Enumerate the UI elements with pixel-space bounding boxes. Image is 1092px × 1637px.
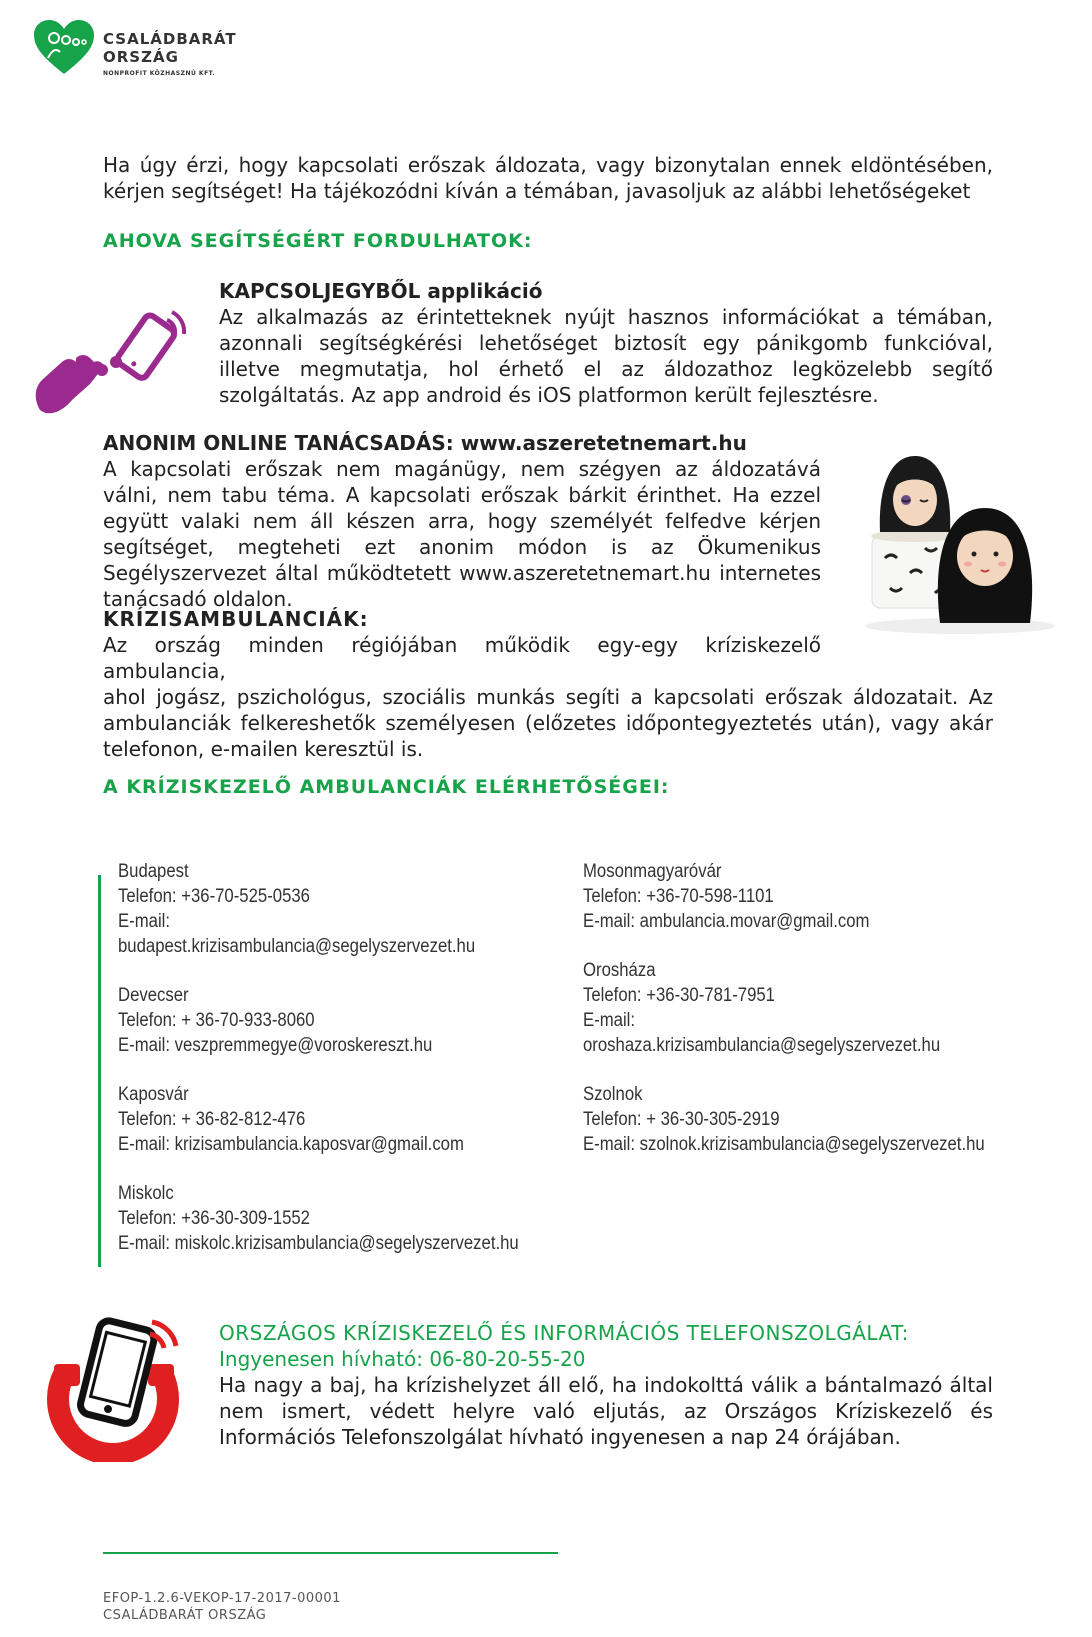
contact-email[interactable]: oroshaza.krizisambulancia@segelyszervezet.hu [583,1035,941,1056]
section-heading-contacts: A KRÍZISKEZELŐ AMBULANCIÁK ELÉRHETŐSÉGEI: [103,776,670,798]
contact-city: Kaposvár [118,1084,189,1105]
contact-city: Devecser [118,985,189,1006]
anon-title: ANONIM ONLINE TANÁCSADÁS: www.aszeretetnemart.hu [103,431,747,455]
contact-email[interactable]: E-mail: krizisambulancia.kaposvar@gmail.com [118,1134,464,1155]
contact-email[interactable]: E-mail: miskolc.krizisambulancia@segelyszervezet.hu [118,1233,519,1254]
contact-szolnok [583,1082,985,1157]
contact-city: Miskolc [118,1183,174,1204]
intro-paragraph: Ha úgy érzi, hogy kapcsolati erőszak áldozata, vagy bizonytalan ennek eldöntésében, kérjen segítséget! Ha tájékozódni kíván a témában, javasoljuk az alábbi lehetőségeket [103,153,993,203]
app-illustration [32,300,192,418]
contact-email[interactable]: E-mail: ambulancia.movar@gmail.com [583,911,870,932]
phone-ringing-icon [44,1312,184,1462]
app-title-bold: KAPCSOLJEGYBŐL [219,279,421,303]
app-section [219,278,993,408]
footer-code: EFOP-1.2.6-VEKOP-17-2017-00001 [103,1591,341,1606]
kriz-line1: Az ország minden régiójában működik egy-egy kríziskezelő ambulancia, [103,633,821,683]
contacts-right [583,859,985,1157]
logo-text [103,30,237,66]
contact-oroshaza [583,958,985,1058]
app-title [219,278,993,304]
hand-phone-icon [32,300,192,418]
contact-email-label: E-mail: [583,1010,636,1031]
hotline-description: Ha nagy a baj, ha krízishelyzet áll elő, ha indokolttá válik a bántalmazó által nem ismert, védett helyre való eljutás, az Országos Kríziskezelő és Információs Telefonszolgálat hívható ingyenesen a nap 24 órájában. [219,1373,993,1449]
kriz-description: ahol jogász, pszichológus, szociális munkás segíti a kapcsolati erőszak áldozatait. Az ambulanciák felkereshetők személyesen (előzetes időpontegyeztetés után), vagy akár telefonon, e-mailen keresztül is. [103,685,993,761]
section-heading-help: AHOVA SEGÍTSÉGÉRT FORDULHATOK: [103,230,533,252]
footer-org: CSALÁDBARÁT ORSZÁG [103,1608,267,1623]
footer-divider [103,1552,558,1554]
contact-email[interactable]: E-mail: szolnok.krizisambulancia@segelyszervezet.hu [583,1134,985,1155]
contact-email[interactable]: budapest.krizisambulancia@segelyszervezet.hu [118,936,476,957]
contact-email[interactable]: E-mail: veszpremmegye@voroskereszt.hu [118,1035,433,1056]
contact-miskolc [118,1181,519,1256]
contact-phone[interactable]: Telefon: + 36-30-305-2919 [583,1109,780,1130]
contacts-left [118,859,519,1256]
heart-logo-icon [34,20,94,75]
contact-phone[interactable]: Telefon: + 36-82-812-476 [118,1109,306,1130]
contact-email-label: E-mail: [118,911,171,932]
contact-mosonmagyarovar [583,859,985,934]
contact-devecser [118,983,519,1058]
hotline-number[interactable]: Ingyenesen hívható: 06-80-20-55-20 [219,1347,586,1371]
logo [34,20,94,75]
kriz-section [103,606,993,762]
app-title-rest: applikáció [420,279,543,303]
contact-phone[interactable]: Telefon: + 36-70-933-8060 [118,1010,315,1031]
contact-city: Orosháza [583,960,656,981]
logo-subtitle: NONPROFIT KÖZHASZNÚ KFT. [103,70,216,77]
kriz-title: KRÍZISAMBULANCIÁK: [103,607,369,631]
app-description: Az alkalmazás az érintetteknek nyújt hasznos információkat a témában, azonnali segítségkérési lehetőséget biztosít egy pánikgomb funkcióval, illetve megmutatja, hol érhető el az áldozathoz legközelebb segítő szolgáltatás. Az app android és iOS platformon került fejlesztésre. [219,305,993,407]
contact-city: Szolnok [583,1084,643,1105]
anon-section [103,430,821,612]
contact-city: Mosonmagyaróvár [583,861,722,882]
contact-phone[interactable]: Telefon: +36-30-309-1552 [118,1208,310,1229]
hotline-section [219,1320,993,1450]
contact-phone[interactable]: Telefon: +36-30-781-7951 [583,985,775,1006]
contacts-divider [98,875,101,1267]
contact-kaposvar [118,1082,519,1157]
contact-phone[interactable]: Telefon: +36-70-598-1101 [583,886,774,907]
anon-description: A kapcsolati erőszak nem magánügy, nem szégyen az áldozatává válni, nem tabu téma. A kapcsolati erőszak bárkit érinthet. Ha ezzel együtt valaki nem áll készen arra, hogy személyét felfedve kérjen segítséget, megteheti ezt anonim módon is az Ökumenikus Segélyszervezet által működtetett www.aszeretetnemart.hu internetes tanácsadó oldalon. [103,457,821,611]
contact-budapest [118,859,519,959]
contact-phone[interactable]: Telefon: +36-70-525-0536 [118,886,310,907]
footer [103,1590,341,1624]
contact-city: Budapest [118,861,189,882]
logo-line2: ORSZÁG [103,48,179,66]
logo-line1: CSALÁDBARÁT [103,30,237,48]
hotline-illustration [44,1312,184,1462]
hotline-title: ORSZÁGOS KRÍZISKEZELŐ ÉS INFORMÁCIÓS TELEFONSZOLGÁLAT: [219,1321,909,1345]
